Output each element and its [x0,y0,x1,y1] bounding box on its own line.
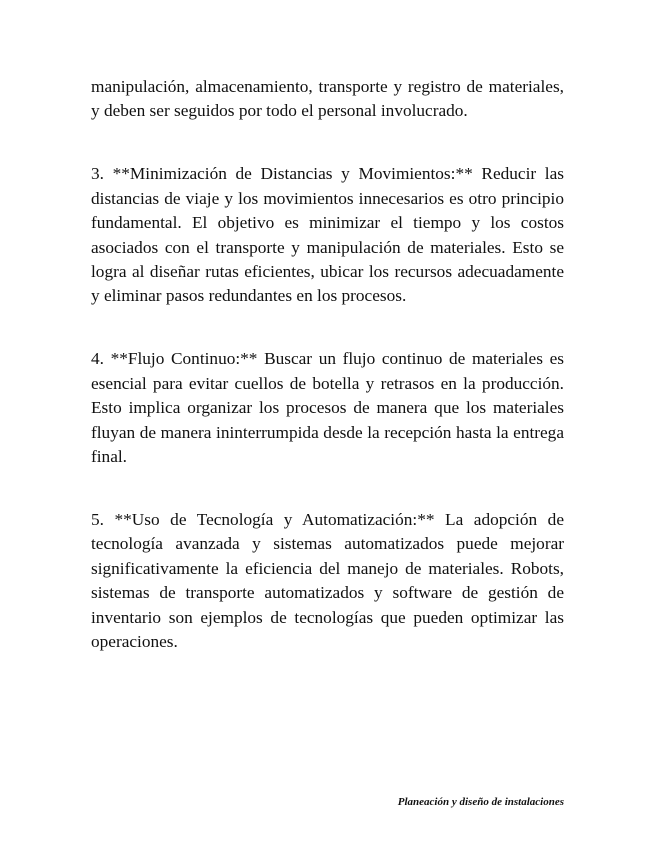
paragraph-minimizacion-distancias: 3. **Minimización de Distancias y Movimientos:** Reducir las distancias de viaje y los movimientos innecesarios es otro principio fundamental. El objetivo es minimizar el tiempo y los costos asociados con el transporte y manipulación de materiales. Esto se logra al diseñar rutas eficientes, ubicar los recursos adecuadamente y eliminar pasos redundantes en los procesos. [91,164,564,306]
page-footer: Planeación y diseño de instalaciones [397,796,564,808]
paragraph-flujo-continuo: 4. **Flujo Continuo:** Buscar un flujo continuo de materiales es esencial para evitar cuellos de botella y retrasos en la producción. Esto implica organizar los procesos de manera que los materiales fluyan de manera ininterrumpida desde la recepción hasta la entrega final. [91,349,564,467]
paragraph-continuation: manipulación, almacenamiento, transporte y registro de materiales, y deben ser seguidos por todo el personal involucrado. [91,77,564,121]
page-body [91,75,564,655]
paragraph-tecnologia-automatizacion: 5. **Uso de Tecnología y Automatización:** La adopción de tecnología avanzada y sistemas automatizados puede mejorar significativamente la eficiencia del manejo de materiales. Robots, sistemas de transporte automatizados y software de gestión de inventario son ejemplos de tecnologías que pueden optimizar las operaciones. [91,510,564,652]
